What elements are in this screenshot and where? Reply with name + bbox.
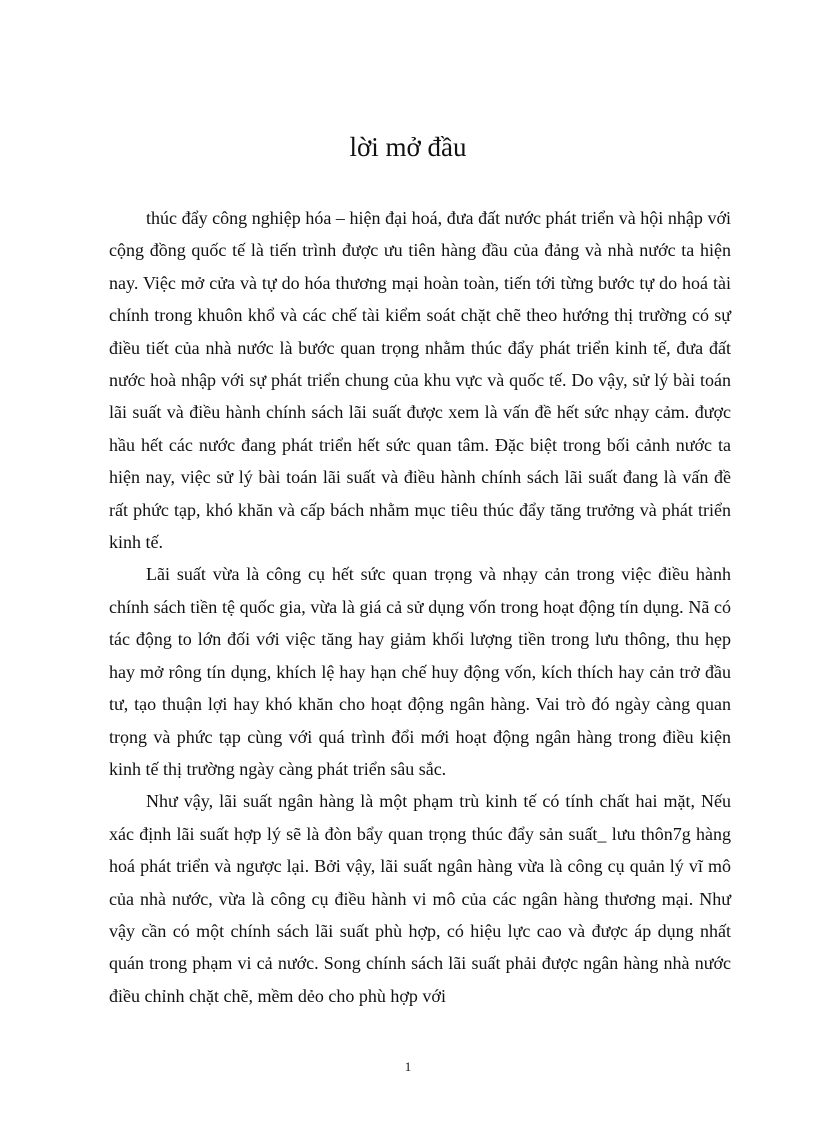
page-title: lời mở đầu [349,132,467,162]
page-number: 1 [404,1059,412,1074]
paragraph-1: thúc đẩy công nghiệp hóa – hiện đại hoá, đưa đất nước phát triển và hội nhập với cộng đồng quốc tế là tiến trình được ưu tiên hàng đầu của đảng và nhà nước ta hiện nay. Việc mở cửa và tự do hóa thương mại hoàn toàn, tiến tới từng bước tự do hoá tài chính trong khuôn khổ và các chế tài kiểm soát chặt chẽ theo hướng thị trường có sự điều tiết của nhà nước là bước quan trọng nhằm thúc đẩy phát triển kinh tế, đưa đất nước hoà nhập với sự phát triển chung của khu vực và quốc tế. Do vậy, sử lý bài toán lãi suất và điều hành chính sách lãi suất được xem là vấn đề hết sức nhạy cảm. được hầu hết các nước đang phát triển hết sức quan tâm. Đặc biệt trong bối cảnh nước ta hiện nay, việc sử lý bài toán lãi suất và điều hành chính sách lãi suất đang là vấn đề rất phức tạp, khó khăn và cấp bách nhằm mục tiêu thúc đẩy tăng trưởng và phát triển kinh tế. [109,208,731,553]
body-text [109,202,731,1012]
paragraph-3: Như vậy, lãi suất ngân hàng là một phạm trù kinh tế có tính chất hai mặt, Nếu xác định lãi suất hợp lý sẽ là đòn bẩy quan trọng thúc đẩy sản suất_ lưu thôn7g hàng hoá phát triển và ngược lại. Bởi vậy, lãi suất ngân hàng vừa là công cụ quản lý vĩ mô của nhà nước, vừa là công cụ điều hành vi mô của các ngân hàng thương mại. Như vậy cần có một chính sách lãi suất phù hợp, có hiệu lực cao và được áp dụng nhất quán trong phạm vi cả nước. Song chính sách lãi suất phải được ngân hàng nhà nước điều chỉnh chặt chẽ, mềm dẻo cho phù hợp với [109,791,731,1006]
paragraph-2: Lãi suất vừa là công cụ hết sức quan trọng và nhạy cản trong việc điều hành chính sách tiền tệ quốc gia, vừa là giá cả sử dụng vốn trong hoạt động tín dụng. Nã có tác động to lớn đối với việc tăng hay giảm khối lượng tiền trong lưu thông, thu hẹp hay mở rông tín dụng, khích lệ hay hạn chế huy động vốn, kích thích hay cản trở đầu tư, tạo thuận lợi hay khó khăn cho hoạt động ngân hàng. Vai trò đó ngày càng quan trọng và phức tạp cùng với quá trình đổi mới hoạt động ngân hàng trong điều kiện kinh tế thị trường ngày càng phát triển sâu sắc. [109,564,731,779]
